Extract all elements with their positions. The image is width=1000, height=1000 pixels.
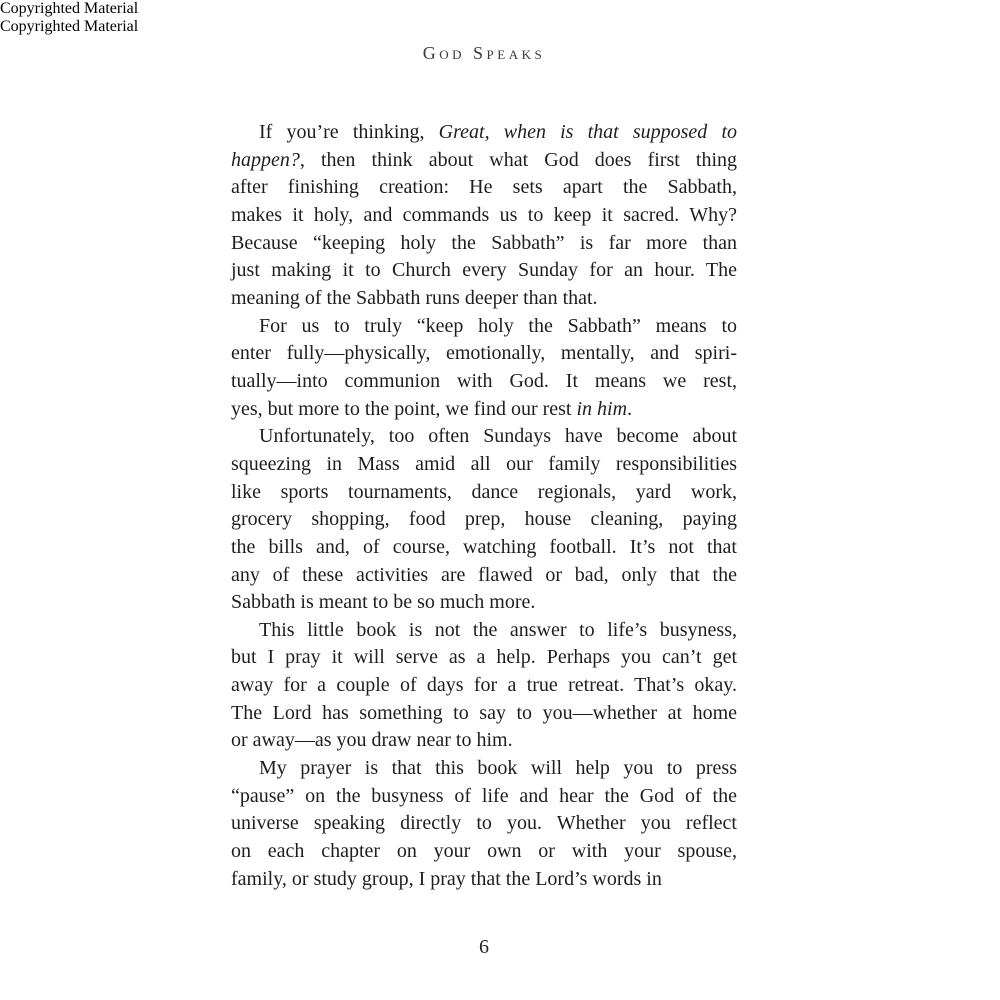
text-line bbox=[231, 174, 737, 202]
text-line bbox=[231, 810, 737, 838]
text-run: universe speaking directly to you. Whether you reflect bbox=[231, 812, 737, 835]
text-run: family, or study group, I pray that the Lord’s words in bbox=[231, 867, 662, 890]
text-run: the bills and, of course, watching football. It’s not that bbox=[231, 535, 737, 558]
body-text bbox=[231, 119, 737, 893]
text-run: tually—into communion with God. It means we rest, bbox=[231, 369, 737, 392]
text-run: This little book is not the answer to life’s busyness, bbox=[259, 618, 737, 641]
text-line bbox=[231, 423, 737, 451]
text-line bbox=[231, 230, 737, 258]
text-run: yes, but more to the point, we find our rest bbox=[231, 397, 577, 420]
text-line bbox=[231, 644, 737, 672]
text-run: Sabbath is meant to be so much more. bbox=[231, 591, 536, 614]
text-run: squeezing in Mass amid all our family responsibilities bbox=[231, 452, 737, 475]
text-line bbox=[231, 147, 737, 175]
text-run: but I pray it will serve as a help. Perhaps you can’t get bbox=[231, 646, 737, 669]
text-line bbox=[231, 479, 737, 507]
text-run: makes it holy, and commands us to keep it sacred. Why? bbox=[231, 203, 737, 226]
text-line bbox=[231, 313, 737, 341]
text-run: Because “keeping holy the Sabbath” is far more than bbox=[231, 231, 737, 254]
text-line bbox=[231, 866, 737, 894]
italic-text-run: happen? bbox=[231, 148, 300, 171]
text-run: My prayer is that this book will help you to press bbox=[259, 757, 737, 780]
text-line bbox=[231, 340, 737, 368]
text-line bbox=[231, 672, 737, 700]
text-run: like sports tournaments, dance regionals, yard work, bbox=[231, 480, 737, 503]
text-line bbox=[231, 617, 737, 645]
text-run: after finishing creation: He sets apart the Sabbath, bbox=[231, 176, 737, 199]
text-line bbox=[231, 838, 737, 866]
text-run: , then think about what God does first thing bbox=[299, 148, 737, 171]
text-line bbox=[231, 589, 737, 617]
text-line bbox=[231, 202, 737, 230]
text-line bbox=[231, 119, 737, 147]
text-line bbox=[231, 368, 737, 396]
text-line bbox=[231, 755, 737, 783]
text-run: “pause” on the busyness of life and hear the God of the bbox=[231, 784, 737, 807]
page-number: 6 bbox=[479, 936, 489, 958]
text-run: or away—as you draw near to him. bbox=[231, 729, 513, 752]
italic-text-run: in him bbox=[576, 397, 628, 420]
text-line bbox=[231, 562, 737, 590]
text-run: For us to truly “keep holy the Sabbath” means to bbox=[259, 314, 737, 337]
text-line bbox=[231, 396, 737, 424]
text-line bbox=[231, 285, 737, 313]
copyright-notice-bottom: Copyrighted Material bbox=[0, 18, 139, 35]
text-run: If you’re thinking, bbox=[259, 121, 439, 143]
text-line bbox=[231, 700, 737, 728]
text-line bbox=[231, 783, 737, 811]
text-run: enter fully—physically, emotionally, mentally, and spiri- bbox=[231, 342, 737, 365]
text-line bbox=[231, 506, 737, 534]
text-run: on each chapter on your own or with your spouse, bbox=[231, 840, 737, 863]
text-run: meaning of the Sabbath runs deeper than that. bbox=[231, 286, 598, 309]
text-run: grocery shopping, food prep, house cleaning, paying bbox=[231, 508, 737, 531]
text-line bbox=[231, 534, 737, 562]
text-run: just making it to Church every Sunday for an hour. The bbox=[231, 259, 737, 282]
text-run: The Lord has something to say to you—whether at home bbox=[231, 701, 737, 724]
text-run: any of these activities are flawed or bad, only that the bbox=[231, 563, 737, 586]
running-head: God Speaks bbox=[422, 43, 546, 63]
copyright-notice-top: Copyrighted Material bbox=[0, 0, 139, 17]
text-run: Unfortunately, too often Sundays have become about bbox=[259, 425, 737, 448]
italic-text-run: Great, when is that supposed to bbox=[438, 121, 738, 143]
text-line bbox=[231, 257, 737, 285]
text-line bbox=[231, 451, 737, 479]
text-run: away for a couple of days for a true retreat. That’s okay. bbox=[231, 674, 737, 697]
text-run: . bbox=[627, 397, 633, 420]
text-line bbox=[231, 727, 737, 755]
